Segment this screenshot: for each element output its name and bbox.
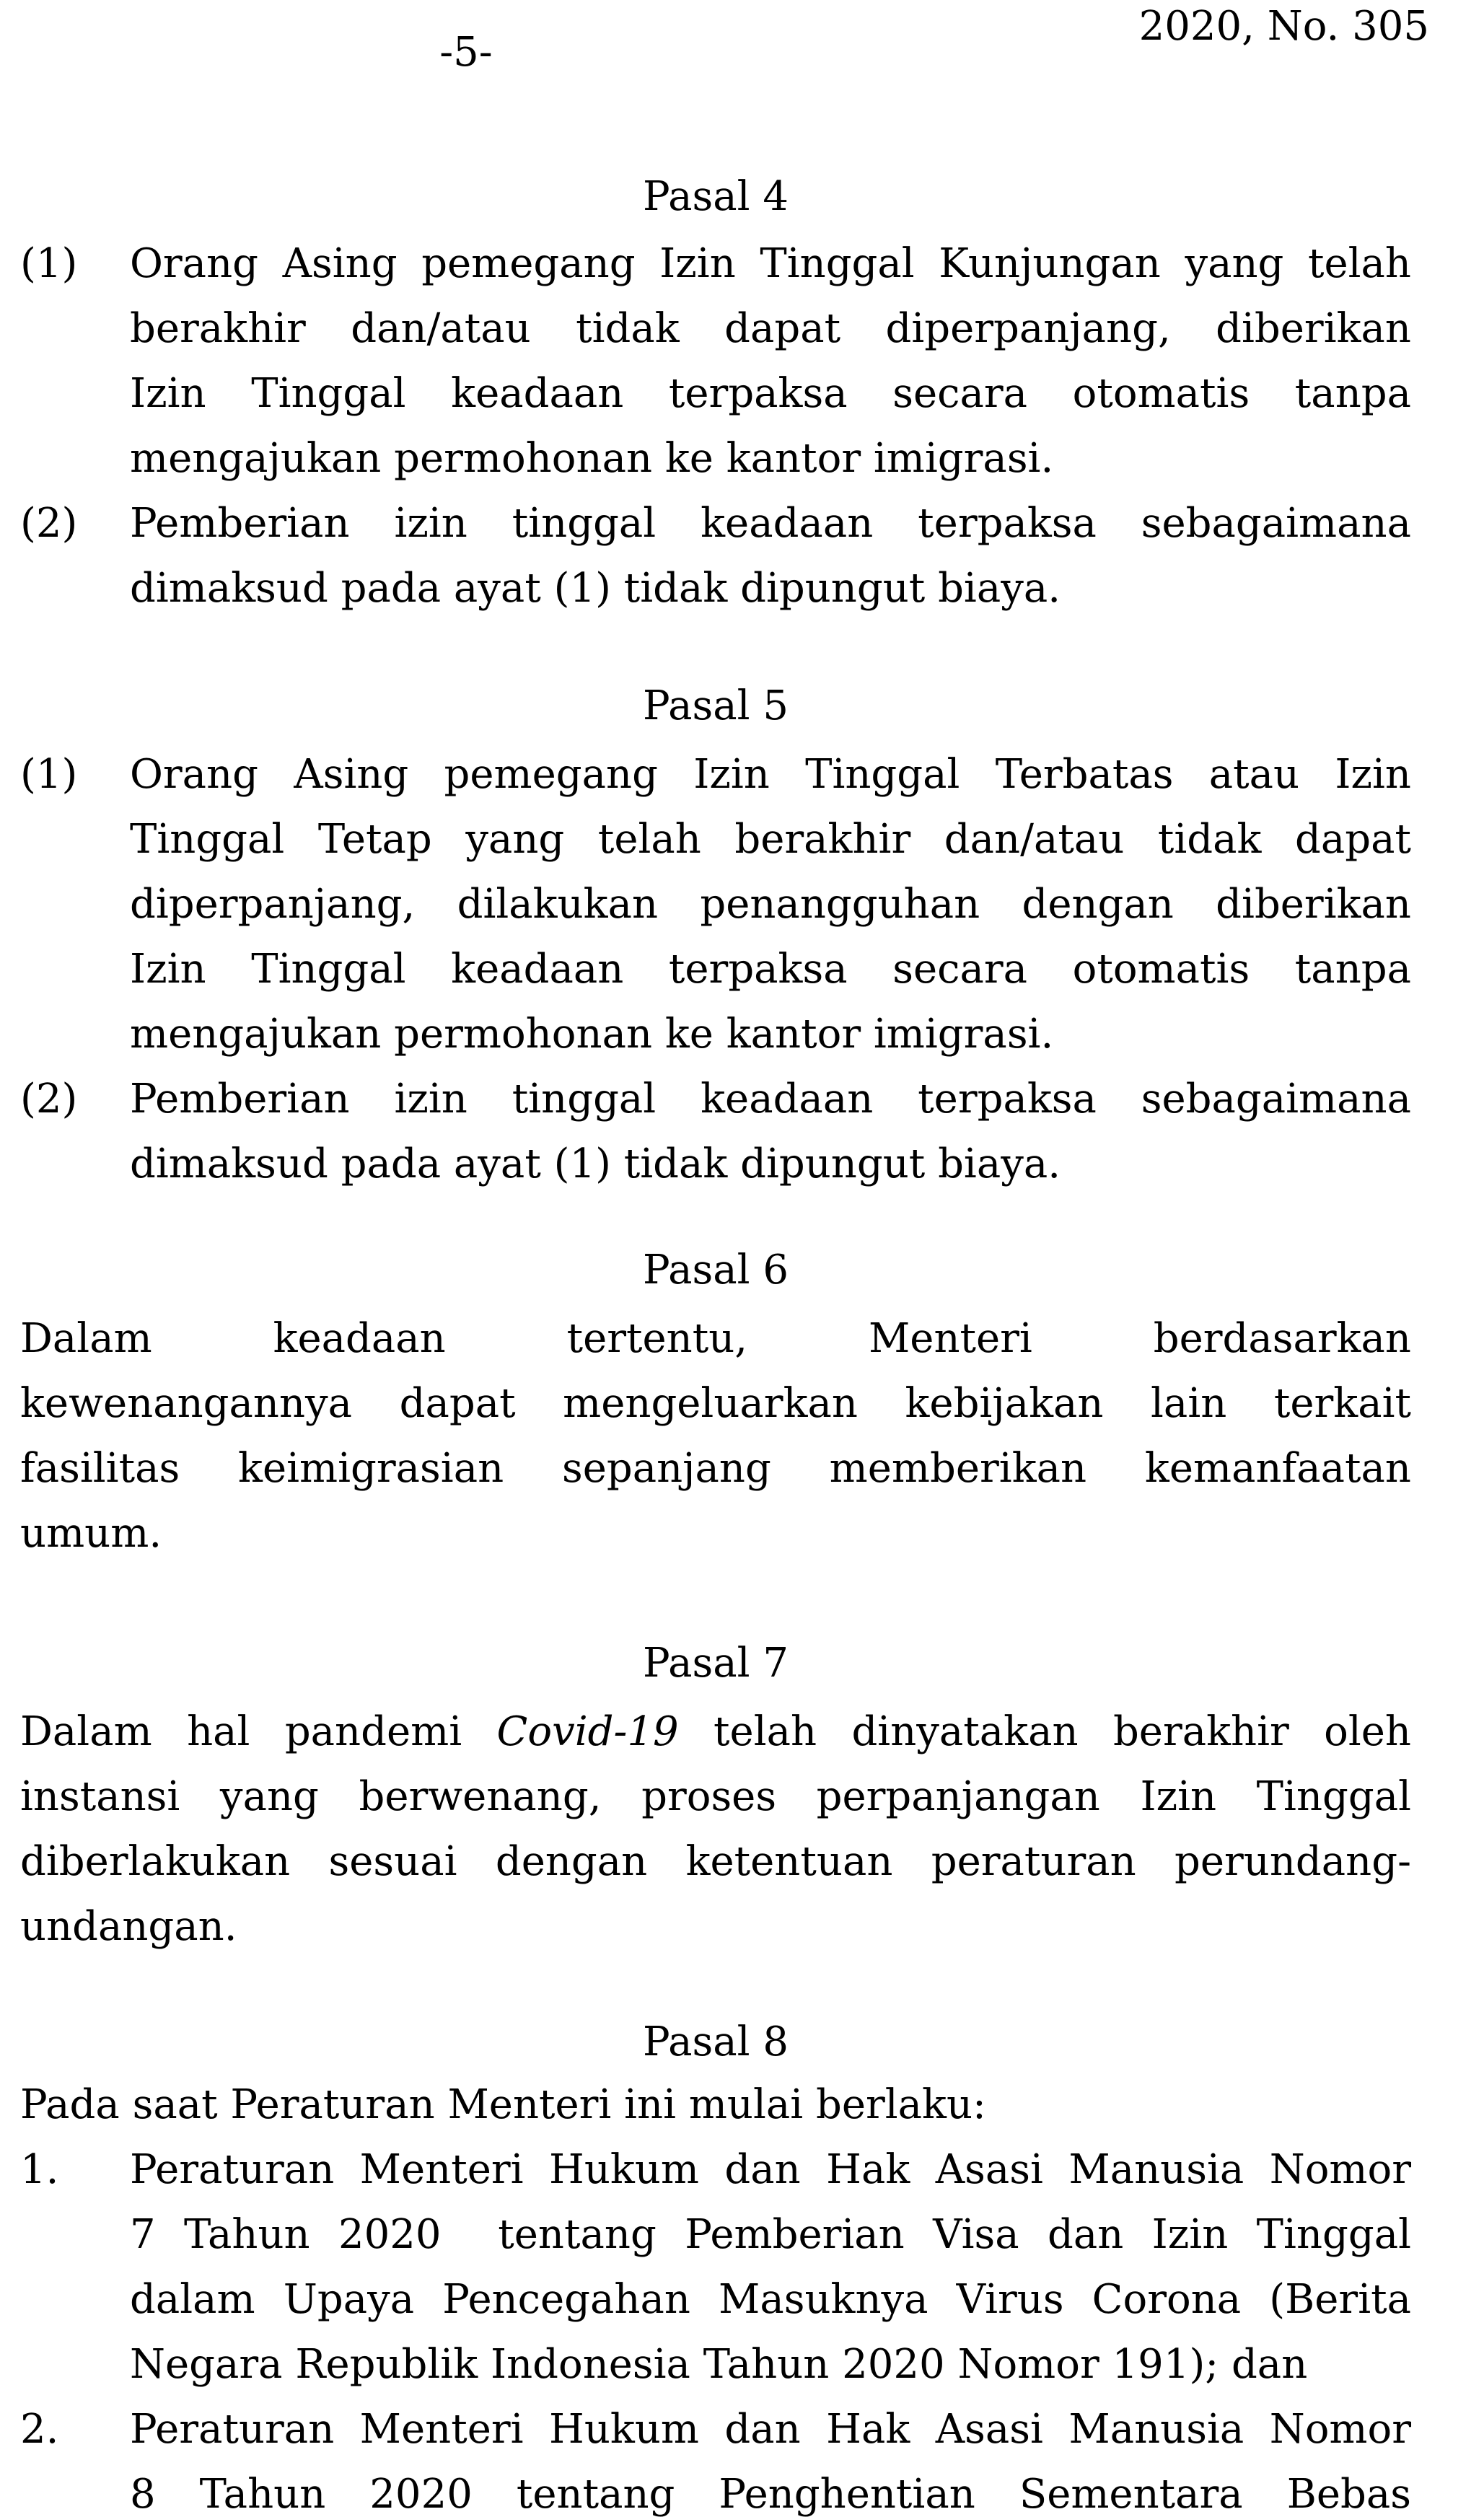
article-title-pasal-4: Pasal 4	[642, 173, 789, 220]
text-line: Tinggal Tetap yang telah berakhir dan/atau tidak dapat	[130, 816, 1411, 863]
text-line: undangan.	[20, 1903, 237, 1950]
article-item	[20, 491, 1411, 621]
text-line: instansi yang berwenang, proses perpanjangan Izin Tinggal	[20, 1773, 1411, 1820]
text-line: dimaksud pada ayat (1) tidak dipungut biaya.	[130, 1141, 1061, 1187]
text-line: dalam Upaya Pencegahan Masuknya Virus Corona (Berita	[130, 2276, 1411, 2323]
text-line: Izin Tinggal keadaan terpaksa secara otomatis tanpa	[130, 946, 1411, 993]
item-marker: 1.	[20, 2146, 59, 2193]
covid19-italic: Covid-19	[496, 1708, 679, 1755]
item-marker: (1)	[20, 751, 78, 798]
text-segment: telah dinyatakan berakhir oleh	[678, 1708, 1411, 1755]
text-line: Peraturan Menteri Hukum dan Hak Asasi Manusia Nomor	[130, 2406, 1411, 2453]
article-intro-pasal-8	[20, 2073, 1411, 2138]
article-body-pasal-7	[20, 1700, 1411, 1959]
text-line: mengajukan permohonan ke kantor imigrasi.	[130, 435, 1054, 482]
article-title-pasal-7: Pasal 7	[642, 1640, 789, 1687]
header-page-number: -5-	[439, 29, 493, 76]
text-line: fasilitas keimigrasian sepanjang memberikan kemanfaatan	[20, 1445, 1411, 1492]
text-line: dimaksud pada ayat (1) tidak dipungut biaya.	[130, 565, 1061, 612]
text-line: Pada saat Peraturan Menteri ini mulai berlaku:	[20, 2081, 986, 2128]
article-title-pasal-6: Pasal 6	[642, 1247, 789, 1293]
text-line: umum.	[20, 1510, 162, 1557]
header-issue-number: 2020, No. 305	[1138, 3, 1429, 50]
text-line: Pemberian izin tinggal keadaan terpaksa sebagaimana	[130, 1076, 1411, 1123]
article-body-pasal-8	[20, 2138, 1411, 2517]
text-line: Dalam keadaan tertentu, Menteri berdasarkan	[20, 1315, 1411, 1362]
article-body-pasal-4	[20, 232, 1411, 621]
article-item	[20, 742, 1411, 1067]
article-body-pasal-5	[20, 742, 1411, 1197]
article-item	[20, 2397, 1411, 2517]
text-line: Peraturan Menteri Hukum dan Hak Asasi Manusia Nomor	[130, 2146, 1411, 2193]
text-line: mengajukan permohonan ke kantor imigrasi.	[130, 1011, 1054, 1058]
article-item	[20, 1067, 1411, 1197]
item-marker: (1)	[20, 240, 78, 287]
text-line: 7 Tahun 2020 tentang Pemberian Visa dan Izin Tinggal	[130, 2211, 1411, 2258]
article-item	[20, 232, 1411, 491]
text-line: Orang Asing pemegang Izin Tinggal Kunjungan yang telah	[130, 240, 1411, 287]
article-title-pasal-5: Pasal 5	[642, 682, 789, 729]
text-line: diperpanjang, dilakukan penangguhan dengan diberikan	[130, 881, 1411, 928]
text-line: 8 Tahun 2020 tentang Penghentian Sementara Bebas	[130, 2471, 1411, 2517]
text-segment: Dalam hal pandemi	[20, 1708, 497, 1755]
article-item	[20, 2138, 1411, 2397]
item-marker: 2.	[20, 2406, 59, 2453]
text-line: Orang Asing pemegang Izin Tinggal Terbatas atau Izin	[130, 751, 1411, 798]
text-line: berakhir dan/atau tidak dapat diperpanjang, diberikan	[130, 305, 1411, 352]
article-body-pasal-6	[20, 1306, 1411, 1566]
text-line	[20, 1700, 1411, 1765]
text-line: Izin Tinggal keadaan terpaksa secara otomatis tanpa	[130, 370, 1411, 417]
text-line: Pemberian izin tinggal keadaan terpaksa sebagaimana	[130, 500, 1411, 547]
article-title-pasal-8: Pasal 8	[642, 2019, 789, 2065]
item-marker: (2)	[20, 500, 78, 547]
text-line: Negara Republik Indonesia Tahun 2020 Nomor 191); dan	[130, 2341, 1308, 2388]
text-line: kewenangannya dapat mengeluarkan kebijakan lain terkait	[20, 1380, 1411, 1427]
item-marker: (2)	[20, 1076, 78, 1123]
text-line: diberlakukan sesuai dengan ketentuan peraturan perundang-	[20, 1838, 1411, 1885]
